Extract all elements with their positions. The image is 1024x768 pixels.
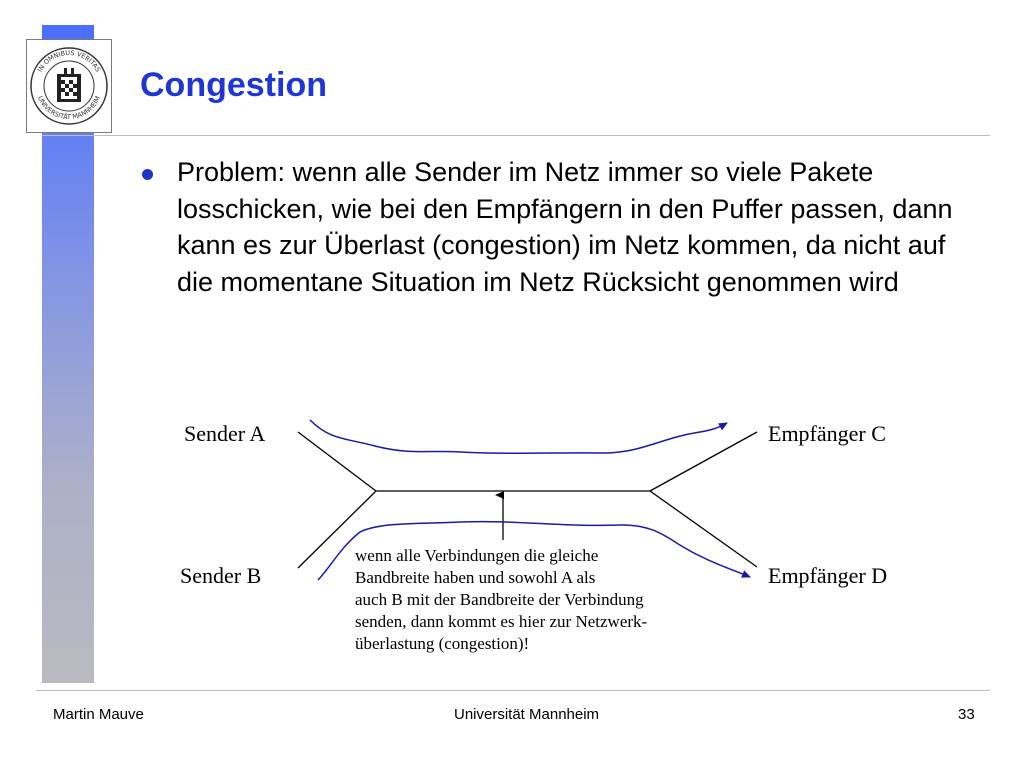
logo-name: UNIVERSITÄT MANNHEIM [36,94,102,122]
congestion-note [355,545,775,655]
sender-b-label: Sender B [180,563,262,588]
sender-a-label: Sender A [184,421,266,446]
note-line: überlastung (congestion)! [355,634,530,653]
page-number: 33 [958,706,975,723]
note-line: Bandbreite haben und sowohl A als [355,568,596,587]
link-sender-a [298,432,376,491]
bullet-text: Problem: wenn alle Sender im Netz immer so viele Pakete losschicken, wie bei den Empfängern in den Puffer passen, dann kann es zur Überlast (congestion) im Netz kommen, da nicht auf die momentane Situation im Netz Rücksicht genommen wird [177,157,953,297]
logo-motto: IN OMNIBUS VERITAS [35,48,103,74]
receiver-d-label: Empfänger D [768,563,888,588]
note-line: wenn alle Verbindungen die gleiche [355,546,599,565]
note-line: auch B mit der Bandbreite der Verbindung [355,590,644,609]
footer-author: Martin Mauve [53,706,144,723]
receiver-c-label: Empfänger C [768,421,886,446]
footer-divider [36,690,990,691]
note-line: senden, dann kommt es hier zur Netzwerk- [355,612,648,631]
footer-institution: Universität Mannheim [454,706,600,723]
slide-title: Congestion [140,66,327,104]
flow-a-to-c [310,420,727,453]
